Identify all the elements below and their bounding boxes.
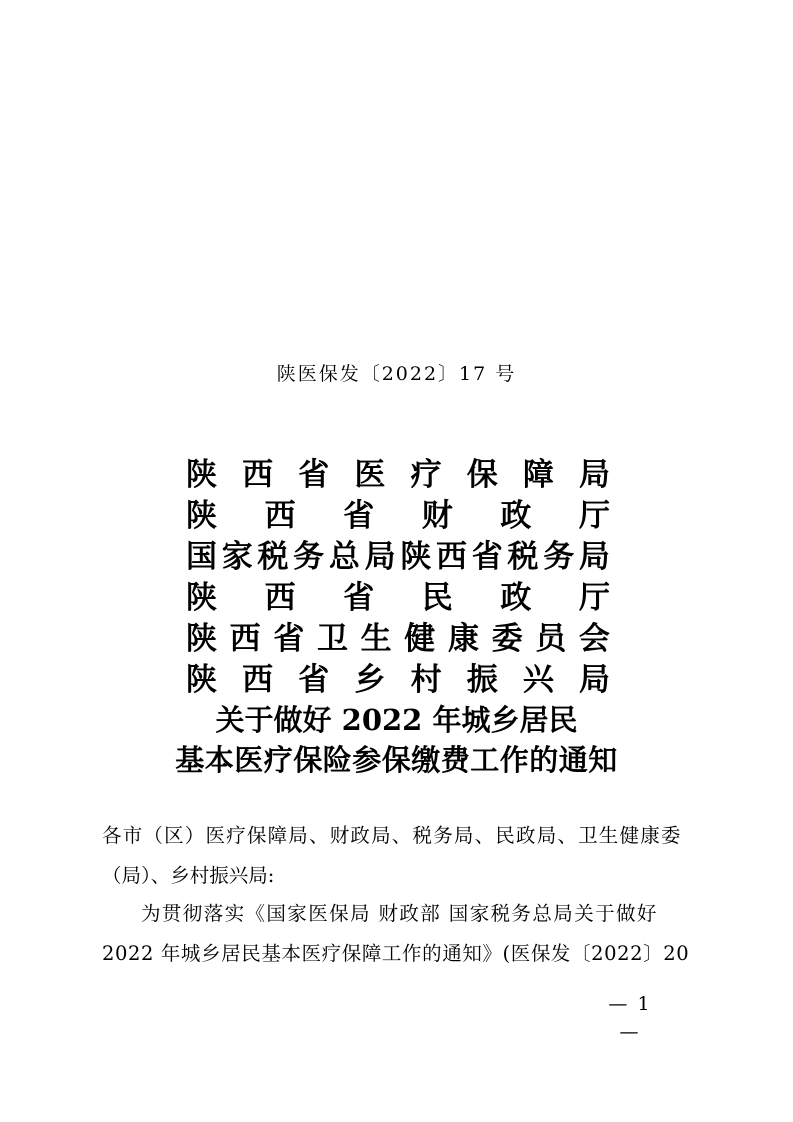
issuer-character: 医: [354, 457, 386, 493]
issuer-line: [186, 496, 610, 537]
issuing-authorities: [186, 455, 610, 701]
issuer-character: 健: [404, 621, 436, 657]
issuer-character: 家: [221, 539, 253, 575]
issuer-character: 省: [343, 580, 375, 616]
issuer-character: 国: [186, 539, 217, 575]
issuer-character: 税: [257, 539, 289, 575]
salutation-line-2: （局）、乡村振兴局:: [102, 864, 275, 887]
document-number: 陕医保发〔2022〕17 号: [276, 363, 517, 385]
issuer-character: 西: [264, 498, 296, 534]
issuer-character: 厅: [578, 498, 610, 534]
issuer-line: [186, 455, 610, 496]
issuer-character: 生: [360, 621, 392, 657]
issuer-character: 省: [298, 662, 330, 698]
issuer-line: [186, 537, 610, 578]
issuer-character: 振: [466, 662, 498, 698]
issuer-character: 务: [543, 539, 575, 575]
issuer-character: 西: [264, 580, 296, 616]
issuer-character: 西: [242, 662, 274, 698]
issuer-character: 疗: [410, 457, 442, 493]
issuer-character: 员: [535, 621, 567, 657]
issuer-character: 村: [410, 662, 442, 698]
issuer-character: 陕: [400, 539, 432, 575]
issuer-character: 卫: [316, 621, 348, 657]
issuer-character: 会: [578, 621, 610, 657]
issuer-character: 局: [578, 662, 610, 698]
issuer-character: 乡: [354, 662, 386, 698]
issuer-line: [186, 578, 610, 619]
issuer-character: 西: [436, 539, 468, 575]
issuer-character: 陕: [186, 580, 217, 616]
issuer-character: 陕: [186, 662, 217, 698]
issuer-character: 兴: [522, 662, 554, 698]
issuer-character: 陕: [186, 457, 217, 493]
issuer-character: 厅: [578, 580, 610, 616]
salutation-line-1: 各市（区）医疗保障局、财政局、税务局、民政局、卫生健康委: [102, 824, 682, 847]
issuer-character: 康: [447, 621, 479, 657]
issuer-character: 民: [421, 580, 453, 616]
issuer-character: 总: [328, 539, 360, 575]
issuer-character: 税: [507, 539, 539, 575]
issuer-character: 保: [466, 457, 498, 493]
issuer-character: 局: [364, 539, 396, 575]
issuer-character: 财: [421, 498, 453, 534]
document-title-line-1: 关于做好 2022 年城乡居民: [215, 703, 578, 737]
issuer-character: 陕: [186, 621, 217, 657]
issuer-character: 陕: [186, 498, 217, 534]
issuer-character: 省: [273, 621, 305, 657]
issuer-character: 委: [491, 621, 523, 657]
page-number: — 1 —: [608, 993, 652, 1043]
issuer-character: 局: [578, 457, 610, 493]
body-paragraph-line-2: 2022 年城乡居民基本医疗保障工作的通知》(医保发〔2022〕20: [102, 942, 690, 965]
issuer-character: 省: [343, 498, 375, 534]
issuer-character: 省: [471, 539, 503, 575]
issuer-character: 西: [242, 457, 274, 493]
issuer-character: 障: [522, 457, 554, 493]
document-title-line-2: 基本医疗保险参保缴费工作的通知: [175, 743, 618, 777]
issuer-character: 政: [500, 580, 532, 616]
issuer-character: 局: [578, 539, 610, 575]
issuer-line: [186, 660, 610, 701]
issuer-line: [186, 619, 610, 660]
body-paragraph-line-1: 为贯彻落实《国家医保局 财政部 国家税务总局关于做好: [141, 902, 658, 925]
issuer-character: 政: [500, 498, 532, 534]
issuer-character: 省: [298, 457, 330, 493]
issuer-character: 西: [229, 621, 261, 657]
issuer-character: 务: [293, 539, 325, 575]
